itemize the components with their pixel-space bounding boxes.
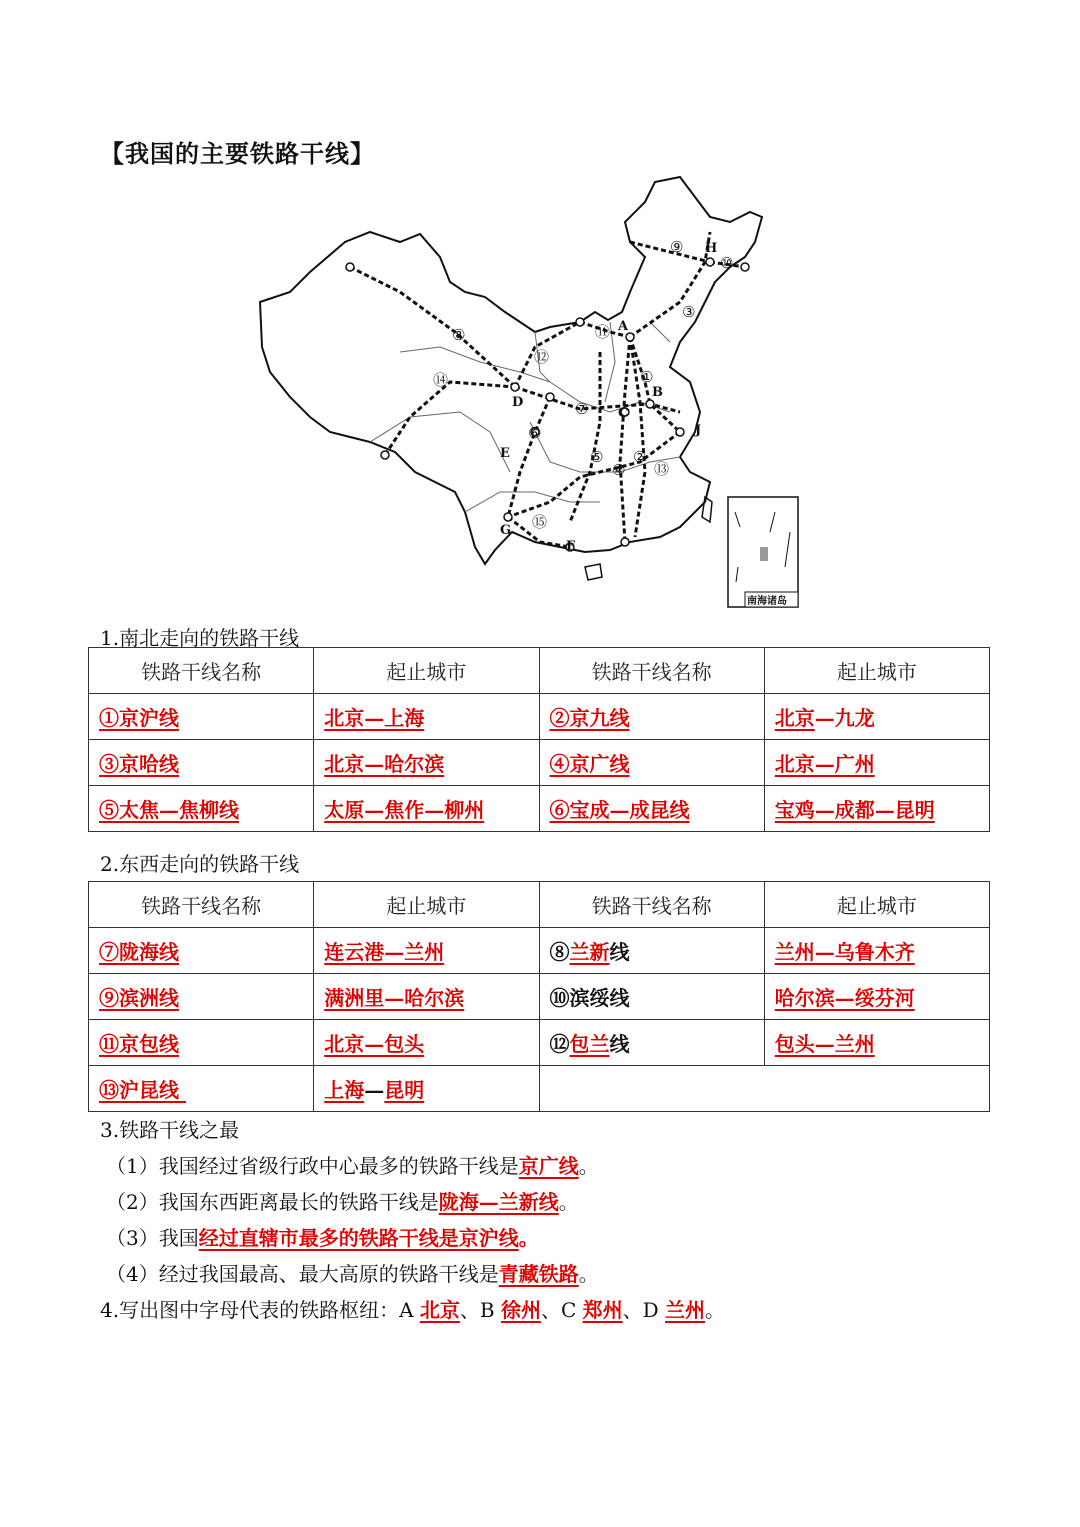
route-dash: — xyxy=(364,1078,385,1102)
letter-j: J xyxy=(695,423,702,438)
num-11: ⑪ xyxy=(595,323,611,341)
route-cities: 哈尔滨—绥芬河 xyxy=(774,986,915,1010)
rail-jiaoliu xyxy=(570,352,600,522)
letter-h: H xyxy=(705,241,718,256)
num-3: ③ xyxy=(682,303,696,321)
num-15: ⑮ xyxy=(532,513,548,531)
num-10: ⑩ xyxy=(720,254,734,272)
num-12: ⑫ xyxy=(534,348,550,366)
south-china-sea-inset xyxy=(728,497,798,607)
section3-heading: 3.铁路干线之最 xyxy=(100,1118,240,1142)
header-name: 铁路干线名称 xyxy=(89,648,314,694)
question-2: （2）我国东西距离最长的铁路干线是陇海—兰新线。 xyxy=(106,1190,579,1214)
letter-f: F xyxy=(566,539,576,554)
route-cities: 连云港—兰州 xyxy=(324,940,445,964)
route-cities: 满洲里—哈尔滨 xyxy=(324,986,465,1010)
table-row xyxy=(89,694,990,740)
rail-lanxin xyxy=(350,267,515,387)
line-name: ⑩滨绥线 xyxy=(549,986,630,1010)
question-3: （3）我国经过直辖市最多的铁路干线是京沪线。 xyxy=(106,1226,539,1250)
answer: 青藏铁路 xyxy=(498,1262,579,1286)
answer-c: 郑州 xyxy=(582,1298,623,1322)
letter-c: C xyxy=(618,406,629,421)
line-name: ⑤太焦—焦柳线 xyxy=(99,798,239,822)
line-name: ⑨滨洲线 xyxy=(99,986,179,1010)
route-cities: 北京—哈尔滨 xyxy=(324,752,445,776)
line-name: ⑦陇海线 xyxy=(99,940,179,964)
hainan-island xyxy=(585,564,602,580)
line-number: ⑧ xyxy=(549,940,570,964)
table-row xyxy=(89,928,990,974)
header-cities: 起止城市 xyxy=(314,648,539,694)
route-cities: 兰州—乌鲁木齐 xyxy=(774,940,915,964)
section2-heading: 2.东西走向的铁路干线 xyxy=(100,852,300,876)
answer-d: 兰州 xyxy=(665,1298,706,1322)
route-cities: 北京—包头 xyxy=(324,1032,425,1056)
answer: 陇海—兰新线 xyxy=(438,1190,559,1214)
route-cities: 宝鸡—成都—昆明 xyxy=(774,798,935,822)
table-row xyxy=(89,1020,990,1066)
num-14: ⑭ xyxy=(433,371,449,389)
section4-question: 4.写出图中字母代表的铁路枢纽：A 北京、B 徐州、C 郑州、D 兰州。 xyxy=(100,1298,726,1322)
header-cities: 起止城市 xyxy=(764,882,989,928)
num-4: ④ xyxy=(612,461,626,479)
line-name: 兰新 xyxy=(569,940,610,964)
line-name: ②京九线 xyxy=(549,706,630,730)
letter-a: A xyxy=(618,319,629,334)
table-row xyxy=(89,1066,990,1112)
china-railway-map xyxy=(250,172,810,612)
num-9: ⑨ xyxy=(670,238,684,256)
header-cities: 起止城市 xyxy=(764,648,989,694)
question-4: （4）经过我国最高、最大高原的铁路干线是青藏铁路。 xyxy=(106,1262,599,1286)
route-cities: 北京—广州 xyxy=(774,752,875,776)
line-name: ④京广线 xyxy=(549,752,630,776)
header-name: 铁路干线名称 xyxy=(539,882,764,928)
answer-b: 徐州 xyxy=(500,1298,541,1322)
line-name: ⑬沪昆线 xyxy=(99,1078,186,1102)
letter-b: B xyxy=(652,385,663,400)
rail-jingjiu xyxy=(630,337,645,537)
num-5: ⑤ xyxy=(590,448,604,466)
route-city: 北京 xyxy=(774,706,815,730)
question-1: （1）我国经过省级行政中心最多的铁路干线是京广线。 xyxy=(106,1154,599,1178)
num-13: ⑬ xyxy=(654,460,670,478)
answer: 京沪线 xyxy=(458,1226,519,1250)
header-name: 铁路干线名称 xyxy=(89,882,314,928)
letter-e: E xyxy=(500,446,510,461)
num-2: ② xyxy=(633,448,647,466)
empty-cell xyxy=(539,1066,990,1112)
table-row xyxy=(89,740,990,786)
header-name: 铁路干线名称 xyxy=(539,648,764,694)
num-6: ⑥ xyxy=(528,424,542,442)
letter-g: G xyxy=(500,523,512,538)
inset-label: 南海诸岛 xyxy=(747,596,787,607)
route-city: 上海 xyxy=(324,1078,365,1102)
header-cities: 起止城市 xyxy=(314,882,539,928)
route-cities: 包头—兰州 xyxy=(774,1032,875,1056)
table-row xyxy=(89,786,990,832)
table-row xyxy=(89,974,990,1020)
route-city: 昆明 xyxy=(384,1078,425,1102)
num-1: ① xyxy=(640,368,654,386)
letter-d: D xyxy=(512,395,524,410)
route-city: —九龙 xyxy=(814,706,875,730)
num-8: ⑧ xyxy=(452,326,466,344)
section1-heading: 1.南北走向的铁路干线 xyxy=(100,626,300,650)
line-suffix: 线 xyxy=(609,1032,630,1056)
line-name: ⑪京包线 xyxy=(99,1032,179,1056)
rail-baochengkun xyxy=(508,397,550,517)
route-cities: 北京—上海 xyxy=(324,706,425,730)
num-7: ⑦ xyxy=(575,400,589,418)
line-name: ③京哈线 xyxy=(99,752,179,776)
answer-a: 北京 xyxy=(419,1298,460,1322)
taiwan-island xyxy=(702,497,712,522)
line-suffix: 线 xyxy=(609,940,630,964)
answer: 经过直辖市最多的铁路干线是 xyxy=(198,1226,459,1250)
line-number: ⑫ xyxy=(549,1032,570,1056)
line-name: 包兰 xyxy=(569,1032,610,1056)
line-name: ①京沪线 xyxy=(99,706,179,730)
line-name: ⑥宝成—成昆线 xyxy=(549,798,690,822)
page-title: 【我国的主要铁路干线】 xyxy=(100,140,375,168)
rail-jingguang xyxy=(620,337,630,542)
ns-railway-table xyxy=(88,647,990,832)
answer: 京广线 xyxy=(518,1154,579,1178)
route-cities: 太原—焦作—柳州 xyxy=(324,798,485,822)
ew-railway-table xyxy=(88,881,990,1112)
